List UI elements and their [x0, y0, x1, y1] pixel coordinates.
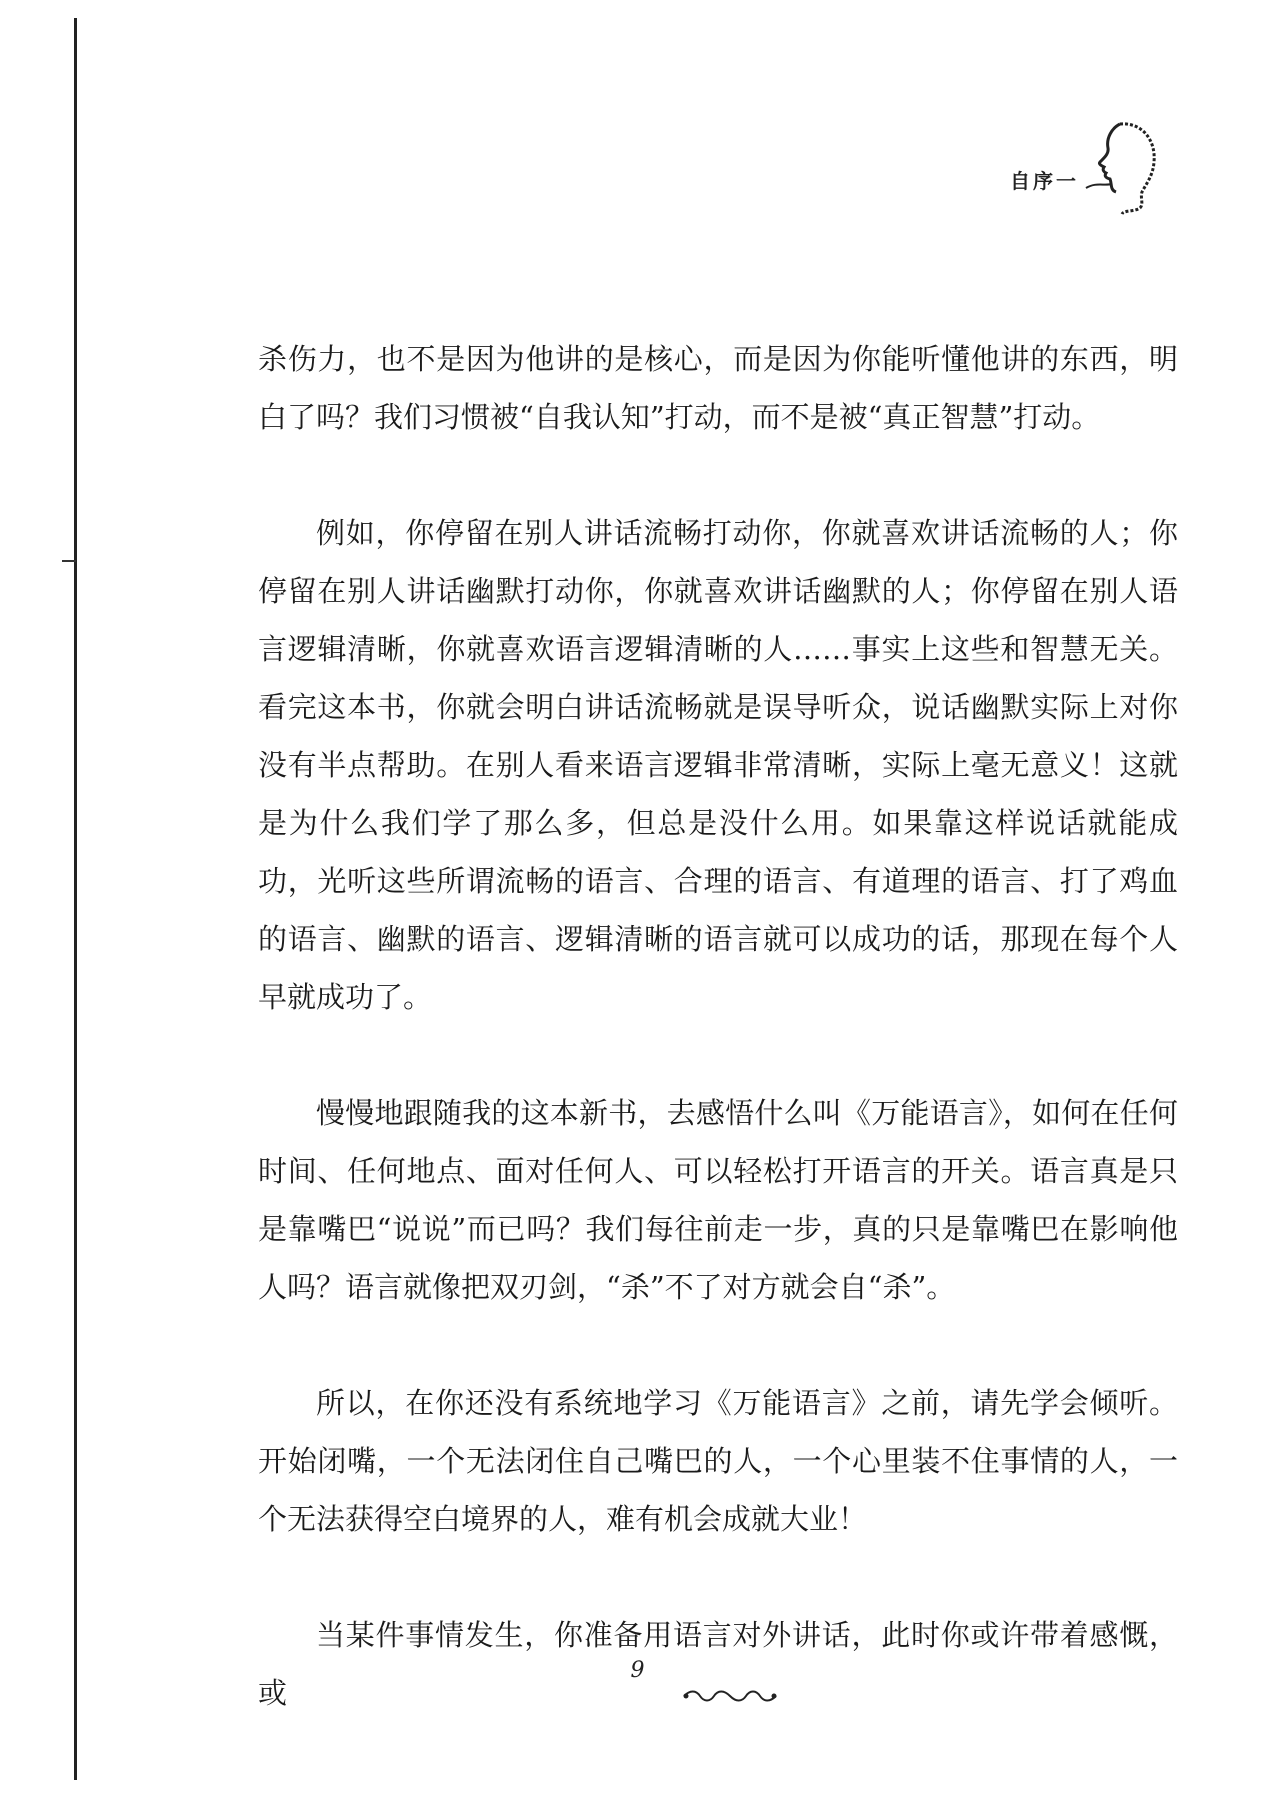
running-header: 自序一 — [1010, 169, 1079, 193]
profile-silhouette-icon — [1082, 118, 1162, 218]
folio-flourish-icon — [680, 1688, 780, 1704]
binding-edge-tick — [62, 560, 76, 562]
paragraph: 例如，你停留在别人讲话流畅打动你，你就喜欢讲话流畅的人；你停留在别人讲话幽默打动你，你就喜欢讲话幽默的人；你停留在别人语言逻辑清晰，你就喜欢语言逻辑清晰的人……事实上这些和智慧无关。看完这本书，你就会明白讲话流畅就是误导听众，说话幽默实际上对你没有半点帮助。在别人看来语言逻辑非常清晰，实际上毫无意义！这就是为什么我们学了那么多，但总是没什么用。如果靠这样说话就能成功，光听这些所谓流畅的语言、合理的语言、有道理的语言、打了鸡血的语言、幽默的语言、逻辑清晰的语言就可以成功的话，那现在每个人早就成功了。 — [258, 516, 1178, 1014]
paragraph: 所以，在你还没有系统地学习《万能语言》之前，请先学会倾听。开始闭嘴，一个无法闭住自己嘴巴的人，一个心里装不住事情的人，一个无法获得空白境界的人，难有机会成就大业！ — [258, 1386, 1178, 1536]
binding-edge-line — [74, 18, 77, 1780]
paragraph: 当某件事情发生，你准备用语言对外讲话，此时你或许带着感慨，或 — [258, 1618, 1178, 1710]
paragraph: 杀伤力，也不是因为他讲的是核心，而是因为你能听懂他讲的东西，明白了吗？我们习惯被“自我认知”打动，而不是被“真正智慧”打动。 — [258, 342, 1178, 434]
paragraph: 慢慢地跟随我的这本新书，去感悟什么叫《万能语言》，如何在任何时间、任何地点、面对任何人、可以轻松打开语言的开关。语言真是只是靠嘴巴“说说”而已吗？我们每往前走一步，真的只是靠嘴巴在影响他人吗？语言就像把双刃剑，“杀”不了对方就会自“杀”。 — [258, 1096, 1178, 1304]
page-number: 9 — [630, 1658, 645, 1683]
body-text — [258, 330, 1178, 1780]
